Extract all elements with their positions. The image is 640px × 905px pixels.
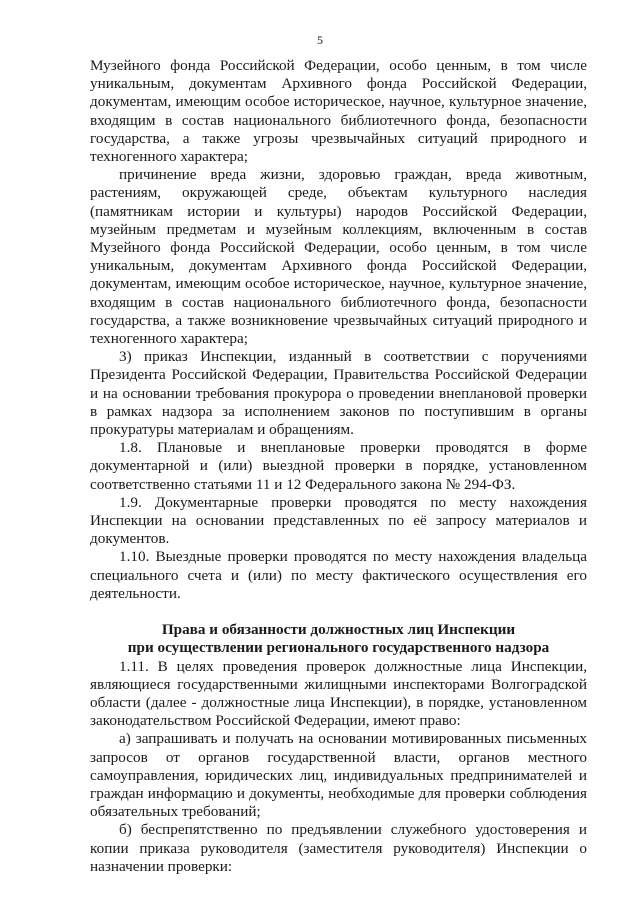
paragraph-1-11: 1.11. В целях проведения проверок должностные лица Инспекции, являющиеся государственными жилищными инспекторами Волгоградской области (далее - должностные лица Инспекции), в порядке, установленном законодательством Российской Федерации, имеют право: bbox=[90, 657, 587, 730]
paragraph-harm: причинение вреда жизни, здоровью граждан, вреда животным, растениям, окружающей среде, объектам культурного наследия (памятникам истории и культуры) народов Российской Федерации, музейным предметам и музейным коллекциям, включенным в состав Музейного фонда Российской Федерации, особо ценным, в том числе уникальным, документам Архивного фонда Российской Федерации, документам, имеющим особое историческое, научное, культурное значение, входящим в состав национального библиотечного фонда, безопасности государства, а также возникновение чрезвычайных ситуаций природного и техногенного характера; bbox=[90, 166, 587, 348]
paragraph-1-10: 1.10. Выездные проверки проводятся по месту нахождения владельца специального счета и (или) по месту фактического осуществления его деятельности. bbox=[90, 548, 587, 602]
paragraph-1-9: 1.9. Документарные проверки проводятся по месту нахождения Инспекции на основании представленных по её запросу материалов и документов. bbox=[90, 493, 587, 548]
paragraph-continuation: Музейного фонда Российской Федерации, особо ценным, в том числе уникальным, документам Архивного фонда Российской Федерации, документам, имеющим особое историческое, научное, культурное значение, входящим в состав национального библиотечного фонда, безопасности государства, а также угрозы чрезвычайных ситуаций природного и техногенного характера; bbox=[90, 57, 587, 166]
section-heading-line-2: при осуществлении регионального государственного надзора bbox=[127, 639, 550, 657]
paragraph-item-3: 3) приказ Инспекции, изданный в соответствии с поручениями Президента Российской Федерации, Правительства Российской Федерации и на основании требования прокурора о проведении внеплановой проверки в рамках надзора за исполнением законов по поступившим в органы прокуратуры материалам и обращениям. bbox=[90, 348, 587, 439]
paragraph-1-8: 1.8. Плановые и внеплановые проверки проводятся в форме документарной и (или) выездной проверки в порядке, установленном соответственно статьями 11 и 12 Федерального закона № 294-ФЗ. bbox=[90, 439, 587, 493]
paragraph-right-b: б) беспрепятственно по предъявлении служебного удостоверения и копии приказа руководителя (заместителя руководителя) Инспекции о назначении проверки: bbox=[90, 821, 587, 875]
section-heading-line-1: Права и обязанности должностных лиц Инспекции bbox=[161, 621, 516, 639]
document-body bbox=[90, 57, 587, 876]
page-number: 5 bbox=[317, 33, 323, 47]
paragraph-right-a: а) запрашивать и получать на основании мотивированных письменных запросов от органов государственной власти, органов местного самоуправления, юридических лиц, индивидуальных предпринимателей и граждан информацию и документы, необходимые для проверки соблюдения обязательных требований; bbox=[90, 730, 587, 821]
